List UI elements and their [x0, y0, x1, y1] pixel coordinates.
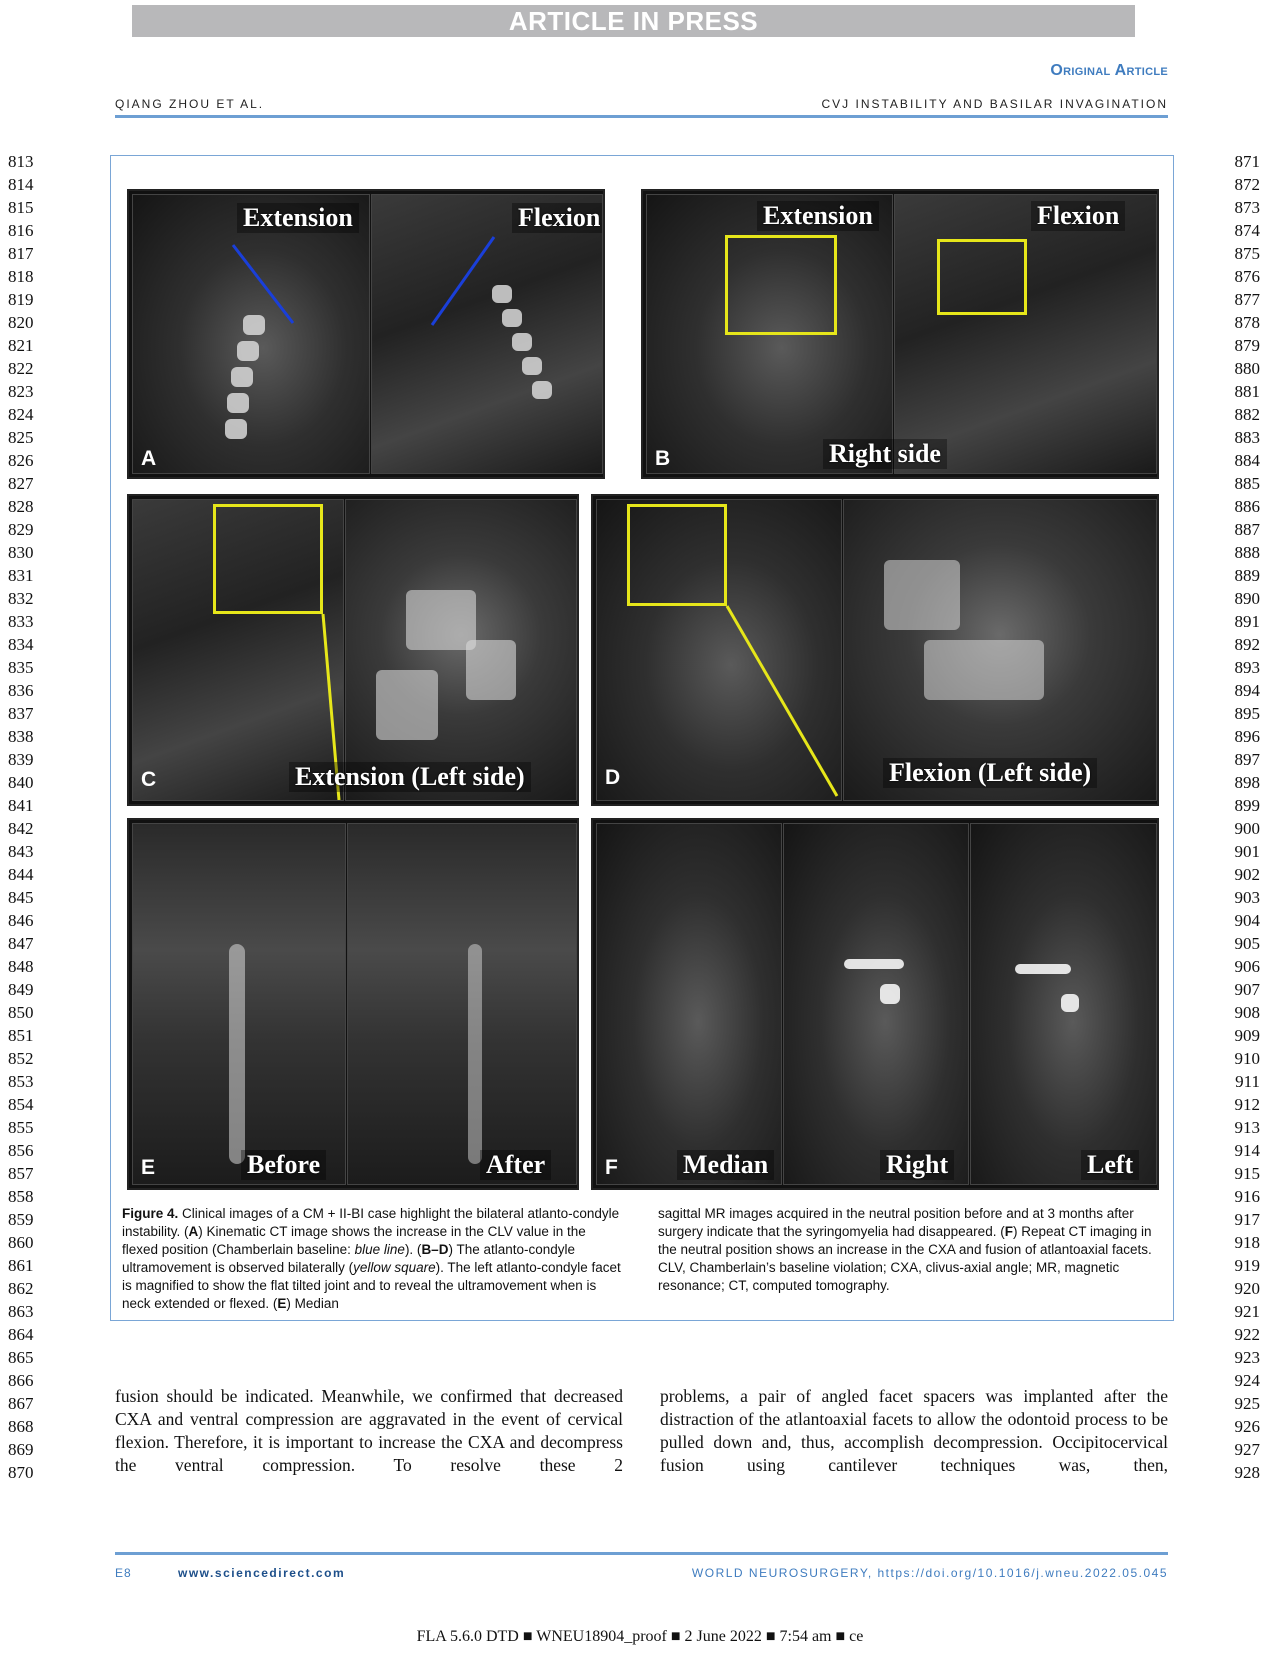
- panel-e-before-image: [132, 823, 346, 1185]
- line-number: 890: [1234, 589, 1260, 608]
- line-number: 907: [1234, 980, 1260, 999]
- line-number: 824: [8, 405, 34, 424]
- line-number: 863: [8, 1302, 34, 1321]
- caption-italic: blue line: [354, 1242, 405, 1257]
- magnify-line-d: [597, 500, 841, 801]
- line-number: 923: [1234, 1348, 1260, 1367]
- line-number: 860: [8, 1233, 34, 1252]
- line-number: 916: [1234, 1187, 1260, 1206]
- line-number: 828: [8, 497, 34, 516]
- line-number: 874: [1234, 221, 1260, 240]
- line-number: 925: [1234, 1394, 1260, 1413]
- journal-doi[interactable]: WORLD NEUROSURGERY, https://doi.org/10.1016/j.wneu.2022.05.045: [691, 1566, 1168, 1580]
- caption-text: sagittal MR images acquired in the neutral position before and at 3 months after surgery indicate that the syringomyelia had disappeared. (: [658, 1206, 1134, 1239]
- line-number: 883: [1234, 428, 1260, 447]
- line-number: 910: [1234, 1049, 1260, 1068]
- figure-caption-col1: [122, 1205, 622, 1313]
- line-number: 893: [1234, 658, 1260, 677]
- line-number: 830: [8, 543, 34, 562]
- line-number: 909: [1234, 1026, 1260, 1045]
- line-numbers-left: [8, 150, 34, 1484]
- page-number: E8: [115, 1566, 132, 1580]
- figure-caption-col2: [658, 1205, 1158, 1295]
- panel-a-flexion-label: Flexion: [512, 203, 603, 233]
- line-number: 839: [8, 750, 34, 769]
- caption-figure-number: Figure 4.: [122, 1206, 179, 1221]
- line-number: 912: [1234, 1095, 1260, 1114]
- panel-f-letter: F: [605, 1156, 618, 1179]
- panel-b-side-label: Right side: [823, 439, 947, 469]
- line-number: 850: [8, 1003, 34, 1022]
- line-number: 841: [8, 796, 34, 815]
- line-number: 928: [1234, 1463, 1260, 1482]
- caption-italic: yellow square: [353, 1260, 436, 1275]
- line-number: 865: [8, 1348, 34, 1367]
- panel-a-letter: A: [141, 447, 157, 470]
- line-number: 876: [1234, 267, 1260, 286]
- panel-e: [127, 818, 579, 1190]
- line-number: 822: [8, 359, 34, 378]
- proof-info: FLA 5.6.0 DTD ■ WNEU18904_proof ■ 2 June 2022 ■ 7:54 am ■ ce: [416, 1628, 864, 1645]
- line-number: 920: [1234, 1279, 1260, 1298]
- line-number: 868: [8, 1417, 34, 1436]
- panel-a-extension-image: [132, 194, 370, 474]
- panel-c: [127, 494, 579, 806]
- panel-c-overview-image: [132, 499, 344, 801]
- line-number: 849: [8, 980, 34, 999]
- line-number: 897: [1234, 750, 1260, 769]
- running-head-authors: QIANG ZHOU ET AL.: [115, 97, 265, 111]
- line-number: 915: [1234, 1164, 1260, 1183]
- line-number: 904: [1234, 911, 1260, 930]
- line-number: 861: [8, 1256, 34, 1275]
- panel-f-right-image: [783, 823, 969, 1185]
- panel-e-after-label: After: [480, 1150, 551, 1180]
- line-number: 891: [1234, 612, 1260, 631]
- line-number: 924: [1234, 1371, 1260, 1390]
- line-number: 892: [1234, 635, 1260, 654]
- line-number: 899: [1234, 796, 1260, 815]
- caption-text: ) Median: [286, 1296, 339, 1311]
- line-number: 872: [1234, 175, 1260, 194]
- section-label: Original Article: [1050, 62, 1168, 79]
- panel-f-right-label: Right: [880, 1150, 954, 1180]
- line-number: 913: [1234, 1118, 1260, 1137]
- panel-e-letter: E: [141, 1156, 156, 1179]
- line-number: 827: [8, 474, 34, 493]
- panel-d-zoom-image: [843, 499, 1157, 801]
- caption-text: ) Kinematic CT image shows the increase in the CLV value in the flexed position (Chamberlain baseline:: [122, 1224, 586, 1257]
- caption-panel-ref: E: [277, 1296, 287, 1311]
- line-number: 864: [8, 1325, 34, 1344]
- panel-d-overview-image: [596, 499, 842, 801]
- line-number: 917: [1234, 1210, 1260, 1229]
- panel-e-before-label: Before: [241, 1150, 326, 1180]
- panel-d-label: Flexion (Left side): [883, 758, 1097, 788]
- panel-f-left-image: [970, 823, 1157, 1185]
- line-number: 906: [1234, 957, 1260, 976]
- line-number: 848: [8, 957, 34, 976]
- line-number: 885: [1234, 474, 1260, 493]
- caption-panel-ref: A: [188, 1224, 199, 1239]
- line-number: 818: [8, 267, 34, 286]
- panel-a-extension-label: Extension: [237, 203, 359, 233]
- line-number: 835: [8, 658, 34, 677]
- line-number: 880: [1234, 359, 1260, 378]
- line-number: 855: [8, 1118, 34, 1137]
- running-head-title: CVJ INSTABILITY AND BASILAR INVAGINATION: [821, 97, 1168, 111]
- panel-d-letter: D: [605, 766, 621, 789]
- panel-b-letter: B: [655, 447, 671, 470]
- panel-b-extension-image: [646, 194, 893, 474]
- caption-text: ). (: [404, 1242, 422, 1257]
- chamberlain-line-flexion: [372, 195, 602, 474]
- line-number: 813: [8, 152, 34, 171]
- line-number: 877: [1234, 290, 1260, 309]
- line-number: 820: [8, 313, 34, 332]
- line-number: 882: [1234, 405, 1260, 424]
- line-number: 829: [8, 520, 34, 539]
- line-number: 847: [8, 934, 34, 953]
- line-number: 869: [8, 1440, 34, 1459]
- line-number: 879: [1234, 336, 1260, 355]
- line-number: 903: [1234, 888, 1260, 907]
- magnify-line-c: [133, 500, 343, 801]
- line-number: 887: [1234, 520, 1260, 539]
- line-number: 858: [8, 1187, 34, 1206]
- header-rule: [115, 115, 1168, 118]
- caption-text: Clinical images of a CM + II-BI case highlight the bilateral atlanto-condyle instability. (: [122, 1206, 620, 1239]
- line-number: 908: [1234, 1003, 1260, 1022]
- article-in-press-banner: ARTICLE IN PRESS: [132, 5, 1135, 37]
- line-number: 896: [1234, 727, 1260, 746]
- line-number: 886: [1234, 497, 1260, 516]
- panel-d: [591, 494, 1159, 806]
- line-number: 816: [8, 221, 34, 240]
- panel-f-median-image: [596, 823, 782, 1185]
- line-number: 840: [8, 773, 34, 792]
- line-number: 902: [1234, 865, 1260, 884]
- caption-panel-ref: B–D: [421, 1242, 449, 1257]
- line-number: 894: [1234, 681, 1260, 700]
- line-number: 854: [8, 1095, 34, 1114]
- line-number: 926: [1234, 1417, 1260, 1436]
- line-number: 873: [1234, 198, 1260, 217]
- caption-text: ) Repeat CT imaging in the neutral position shows an increase in the CXA and fusion of atlantoaxial facets. CLV, Chamberlain’s baseline violation; CXA, clivus-axial angle; MR, magnetic resonance; CT, computed tomography.: [658, 1224, 1152, 1293]
- chamberlain-line-extension: [133, 195, 369, 474]
- panel-f: [591, 818, 1159, 1190]
- line-number: 900: [1234, 819, 1260, 838]
- line-number: 898: [1234, 773, 1260, 792]
- line-number: 815: [8, 198, 34, 217]
- line-number: 895: [1234, 704, 1260, 723]
- footer-rule: [115, 1552, 1168, 1555]
- line-number: 856: [8, 1141, 34, 1160]
- line-number: 843: [8, 842, 34, 861]
- line-number: 814: [8, 175, 34, 194]
- line-number: 922: [1234, 1325, 1260, 1344]
- line-number: 817: [8, 244, 34, 263]
- panel-b-extension-label: Extension: [757, 201, 879, 231]
- line-number: 825: [8, 428, 34, 447]
- line-number: 889: [1234, 566, 1260, 585]
- line-numbers-right: [1235, 150, 1261, 1484]
- line-number: 871: [1234, 152, 1260, 171]
- panel-f-median-label: Median: [677, 1150, 774, 1180]
- line-number: 888: [1234, 543, 1260, 562]
- panel-b-flexion-label: Flexion: [1031, 201, 1125, 231]
- caption-panel-ref: F: [1004, 1224, 1013, 1239]
- line-number: 845: [8, 888, 34, 907]
- line-number: 842: [8, 819, 34, 838]
- line-number: 831: [8, 566, 34, 585]
- figure-4: [110, 155, 1174, 1321]
- line-number: 823: [8, 382, 34, 401]
- body-text-col2: problems, a pair of angled facet spacers was implanted after the distraction of the atlantoaxial facets to allow the odontoid process to be pulled down and, thus, accomplish decompression. Occipitocervical fusion using cantilever techniques was, then,: [660, 1386, 1168, 1475]
- yellow-square-b-flexion: [937, 239, 1027, 315]
- line-number: 853: [8, 1072, 34, 1091]
- panel-f-left-label: Left: [1081, 1150, 1139, 1180]
- panel-e-after-image: [347, 823, 577, 1185]
- line-number: 819: [8, 290, 34, 309]
- panel-b: [641, 189, 1159, 479]
- line-number: 833: [8, 612, 34, 631]
- line-number: 919: [1234, 1256, 1260, 1275]
- panel-c-letter: C: [141, 768, 157, 791]
- line-number: 927: [1234, 1440, 1260, 1459]
- line-number: 821: [8, 336, 34, 355]
- line-number: 851: [8, 1026, 34, 1045]
- caption-text: ) The atlanto-condyle ultramovement is observed bilaterally (: [122, 1242, 576, 1275]
- line-number: 837: [8, 704, 34, 723]
- line-number: 859: [8, 1210, 34, 1229]
- line-number: 862: [8, 1279, 34, 1298]
- line-number: 918: [1234, 1233, 1260, 1252]
- line-number: 867: [8, 1394, 34, 1413]
- line-number: 884: [1234, 451, 1260, 470]
- line-number: 852: [8, 1049, 34, 1068]
- line-number: 911: [1235, 1072, 1260, 1091]
- line-number: 905: [1234, 934, 1260, 953]
- yellow-square-b-extension: [725, 235, 837, 335]
- panel-c-zoom-image: [345, 499, 577, 801]
- line-number: 914: [1234, 1141, 1260, 1160]
- panel-a: [127, 189, 605, 479]
- panel-b-flexion-image: [894, 194, 1157, 474]
- line-number: 921: [1234, 1302, 1260, 1321]
- line-number: 901: [1234, 842, 1260, 861]
- line-number: 857: [8, 1164, 34, 1183]
- line-number: 870: [8, 1463, 34, 1482]
- panel-a-flexion-image: [371, 194, 603, 474]
- line-number: 836: [8, 681, 34, 700]
- line-number: 875: [1234, 244, 1260, 263]
- caption-text: ). The left atlanto-condyle facet is magnified to show the flat tilted joint and to reveal the ultramovement when is neck extended or flexed. (: [122, 1260, 621, 1311]
- body-text-col1: fusion should be indicated. Meanwhile, we confirmed that decreased CXA and ventral compression are aggravated in the event of cervical flexion. Therefore, it is important to increase the CXA and decompress the ventral compression. To resolve these 2: [115, 1386, 623, 1475]
- line-number: 832: [8, 589, 34, 608]
- line-number: 844: [8, 865, 34, 884]
- sciencedirect-link[interactable]: www.sciencedirect.com: [178, 1566, 346, 1580]
- line-number: 878: [1234, 313, 1260, 332]
- line-number: 866: [8, 1371, 34, 1390]
- line-number: 838: [8, 727, 34, 746]
- line-number: 846: [8, 911, 34, 930]
- line-number: 826: [8, 451, 34, 470]
- line-number: 834: [8, 635, 34, 654]
- line-number: 881: [1234, 382, 1260, 401]
- panel-c-label: Extension (Left side): [289, 762, 531, 792]
